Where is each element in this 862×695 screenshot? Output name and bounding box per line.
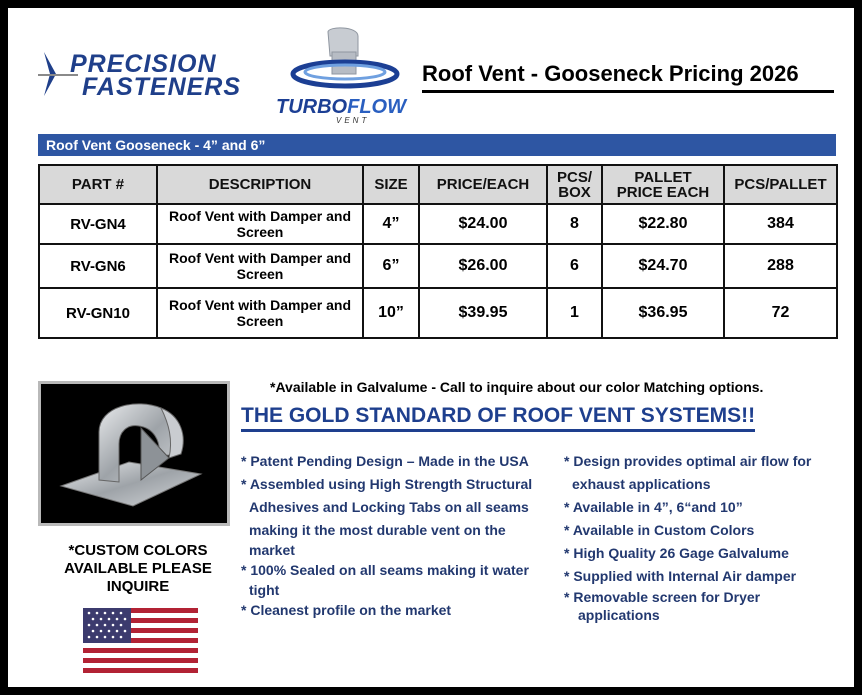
custom-colors-line: INQUIRE bbox=[106, 578, 170, 595]
features-left-list bbox=[241, 450, 561, 622]
cell-size: 4” bbox=[363, 204, 419, 244]
feature-item: * Removable screen for Dryer bbox=[564, 589, 761, 605]
custom-colors-line: *CUSTOM COLORS bbox=[68, 542, 208, 559]
feature-item-continued: tight bbox=[249, 582, 280, 598]
feature-item: * Cleanest profile on the market bbox=[241, 602, 452, 618]
cell-pallet-price: $22.80 bbox=[602, 204, 724, 244]
feature-item-continued: applications bbox=[578, 607, 660, 623]
feature-item: * Available in Custom Colors bbox=[564, 522, 755, 538]
cell-pcs-pallet: 288 bbox=[724, 244, 837, 288]
header-pcs-pallet: PCS/PALLET bbox=[724, 165, 837, 204]
gooseneck-vent-illustration bbox=[41, 384, 227, 523]
feature-item: * Patent Pending Design – Made in the USA bbox=[241, 453, 529, 469]
flag-graphic bbox=[83, 608, 198, 673]
cell-price-each: $24.00 bbox=[419, 204, 547, 244]
custom-colors-note bbox=[48, 542, 228, 596]
cell-pcs-pallet: 384 bbox=[724, 204, 837, 244]
cell-part: RV-GN10 bbox=[39, 288, 157, 338]
cell-pcs-box: 6 bbox=[547, 244, 602, 288]
vent-photo bbox=[38, 381, 230, 526]
table-row bbox=[39, 244, 837, 288]
feature-item: * Available in 4”, 6“and 10” bbox=[564, 499, 743, 515]
feature-item-continued: market bbox=[249, 542, 295, 558]
section-title-band: Roof Vent Gooseneck - 4” and 6” bbox=[38, 134, 836, 156]
turboflow-swoosh-icon bbox=[270, 22, 420, 102]
precision-fasteners-logo bbox=[38, 50, 273, 100]
cell-price-each: $26.00 bbox=[419, 244, 547, 288]
gold-standard-heading: THE GOLD STANDARD OF ROOF VENT SYSTEMS!! bbox=[241, 404, 755, 432]
header-price-each: PRICE/EACH bbox=[419, 165, 547, 204]
header-part: PART # bbox=[39, 165, 157, 204]
feature-item: * High Quality 26 Gage Galvalume bbox=[564, 545, 789, 561]
pricing-table bbox=[38, 164, 838, 339]
cell-pcs-pallet: 72 bbox=[724, 288, 837, 338]
feature-item-continued: making it the most durable vent on the bbox=[249, 522, 506, 538]
table-row bbox=[39, 204, 837, 244]
header-pcs-box: PCS/ BOX bbox=[547, 165, 602, 204]
feature-item: * Supplied with Internal Air damper bbox=[564, 568, 797, 584]
cell-pcs-box: 8 bbox=[547, 204, 602, 244]
logo-text-flow: FLOW bbox=[347, 96, 406, 118]
table-row bbox=[39, 288, 837, 338]
feature-item: * 100% Sealed on all seams making it water bbox=[241, 562, 529, 578]
feature-item: * Assembled using High Strength Structural bbox=[241, 476, 533, 492]
turboflow-logo bbox=[270, 22, 420, 127]
cell-price-each: $39.95 bbox=[419, 288, 547, 338]
cell-part: RV-GN4 bbox=[39, 204, 157, 244]
logo-text-vent: VENT bbox=[336, 116, 370, 125]
features-right-list bbox=[564, 450, 839, 624]
cell-pallet-price: $36.95 bbox=[602, 288, 724, 338]
cell-description: Roof Vent with Damper and Screen bbox=[157, 288, 363, 338]
feature-item-continued: exhaust applications bbox=[572, 476, 711, 492]
cell-description: Roof Vent with Damper and Screen bbox=[157, 244, 363, 288]
availability-note: *Available in Galvalume - Call to inquire about our color Matching options. bbox=[270, 379, 764, 395]
feature-item-continued: Adhesives and Locking Tabs on all seams bbox=[249, 499, 529, 515]
table-header-row bbox=[39, 165, 837, 204]
cell-description: Roof Vent with Damper and Screen bbox=[157, 204, 363, 244]
header-pallet-price: PALLET PRICE EACH bbox=[602, 165, 724, 204]
cell-pallet-price: $24.70 bbox=[602, 244, 724, 288]
cell-part: RV-GN6 bbox=[39, 244, 157, 288]
header-size: SIZE bbox=[363, 165, 419, 204]
cell-size: 6” bbox=[363, 244, 419, 288]
logo-text-turbo: TURBO bbox=[276, 96, 348, 118]
custom-colors-line: AVAILABLE PLEASE bbox=[64, 560, 212, 577]
logo-text-fasteners: FASTENERS bbox=[82, 73, 242, 101]
page-title: Roof Vent - Gooseneck Pricing 2026 bbox=[422, 61, 834, 93]
us-flag-icon bbox=[83, 608, 198, 673]
cell-size: 10” bbox=[363, 288, 419, 338]
logo-text-precision: PRECISION bbox=[70, 50, 217, 78]
feature-item: * Design provides optimal air flow for bbox=[564, 453, 812, 469]
cell-pcs-box: 1 bbox=[547, 288, 602, 338]
header-description: DESCRIPTION bbox=[157, 165, 363, 204]
